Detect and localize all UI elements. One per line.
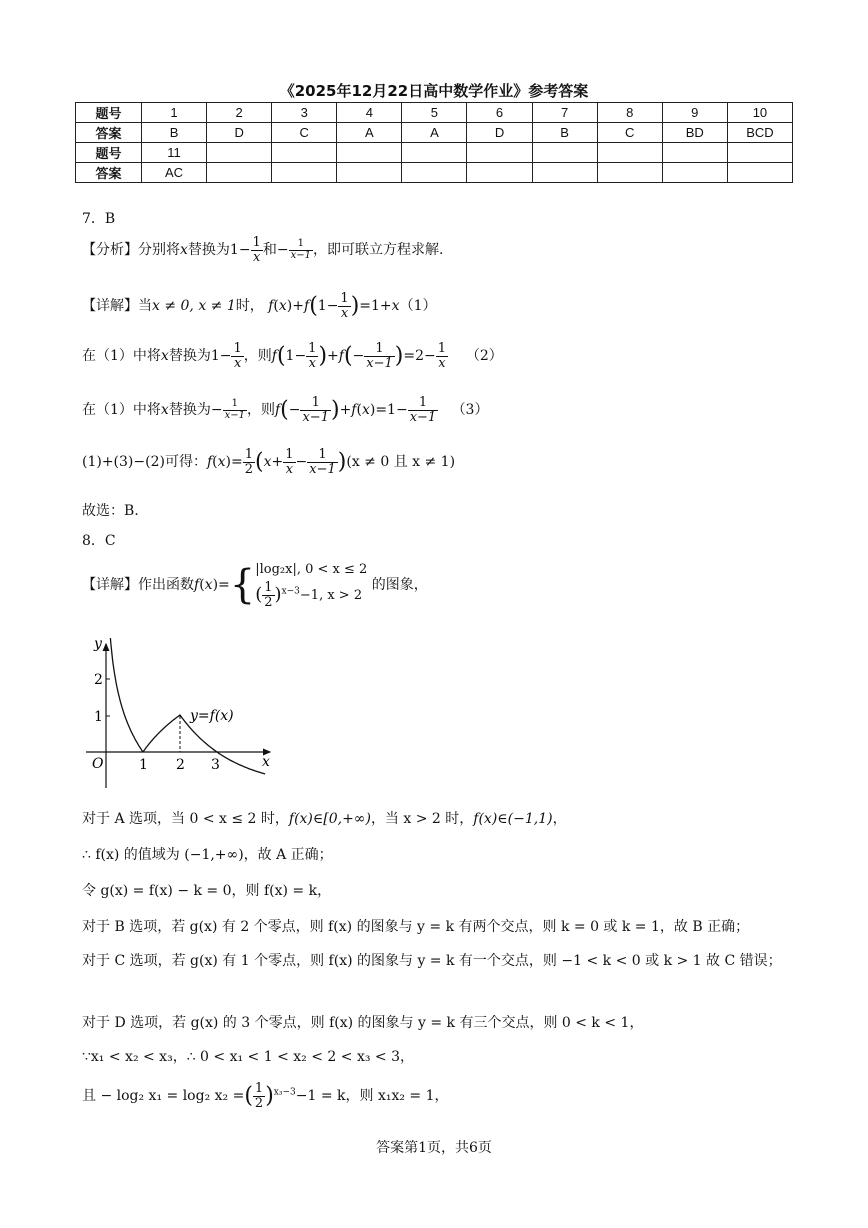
piece-1: |log₂x|, 0 < x ≤ 2 — [255, 562, 368, 577]
table-row — [76, 143, 793, 163]
table-cell — [272, 163, 337, 183]
table-cell: 10 — [727, 103, 792, 123]
q7-line3: 在（1）中将x替换为− $\frac{1}{x-1}$ ，则f(− $\frac{1}{x-1}$ )+f(x)=1− $\frac{1}{x-1}$ （3） — [82, 395, 489, 425]
row-header-cell: 题号 — [76, 143, 142, 163]
q8-let-g: 令 g(x) = f(x) − k = 0，则 f(x) = k， — [82, 883, 332, 899]
fraction: $\frac{1}{x}$ — [437, 341, 447, 371]
table-cell: BCD — [727, 123, 792, 143]
table-cell: 2 — [207, 103, 272, 123]
table-cell: B — [532, 123, 597, 143]
table-cell: 9 — [662, 103, 727, 123]
fraction: $\frac{1}{x}$ — [252, 235, 261, 265]
domain-note: (x ≠ 0 且 x ≠ 1) — [346, 454, 456, 471]
math: f(x)∈(−1,1) — [473, 811, 553, 827]
table-cell: C — [272, 123, 337, 143]
table-cell: 4 — [337, 103, 402, 123]
fraction: $\frac{1}{x-1}$ — [366, 341, 393, 371]
x-tick-label: 2 — [176, 757, 185, 773]
text: 对于 A 选项，当 0 < x ≤ 2 时， — [82, 811, 289, 827]
table-cell — [727, 143, 792, 163]
detail-text: 时， — [235, 298, 264, 315]
math: f(x)∈[0,+∞) — [288, 811, 371, 827]
analysis-text: 替换为 — [187, 242, 230, 259]
analysis-tag: 【分析】 — [82, 242, 138, 259]
fraction: $\frac{1}{x-1}$ — [224, 398, 245, 421]
table-cell — [207, 143, 272, 163]
table-cell — [662, 143, 727, 163]
q7-header: 7．B — [82, 211, 116, 227]
table-cell — [272, 143, 337, 163]
table-cell — [402, 143, 467, 163]
detail-tag: 【详解】 — [82, 576, 138, 593]
table-cell: D — [467, 123, 532, 143]
table-cell — [597, 163, 662, 183]
text: 在（1）中将 — [82, 348, 161, 365]
text: 替换为 — [168, 402, 211, 419]
row-header-cell: 答案 — [76, 163, 142, 183]
text: 在（1）中将 — [82, 402, 161, 419]
x-tick-label: 1 — [139, 757, 148, 773]
q7-line2: 在（1）中将x替换为1− $\frac{1}{x}$ ，则f(1− $\frac{1}{x}$ )+f(− $\frac{1}{x-1}$ )=2− $\frac{1}{x}$ （2） — [82, 341, 503, 371]
y-tick-label: 1 — [94, 709, 103, 725]
table-cell — [532, 143, 597, 163]
answer-table — [75, 102, 793, 183]
fraction: $\frac{1}{2}$ — [264, 580, 273, 610]
q8-header: 8．C — [82, 533, 116, 549]
y-axis-label: y — [94, 638, 102, 652]
fraction: $\frac{1}{x}$ — [233, 341, 242, 371]
analysis-text: 分别将 — [138, 242, 180, 259]
table-cell: D — [207, 123, 272, 143]
fraction: $\frac{1}{x-1}$ — [302, 395, 329, 425]
table-cell: 11 — [142, 143, 207, 163]
fraction: $\frac{1}{2}$ — [254, 1081, 264, 1111]
text: ，则 — [243, 348, 272, 365]
analysis-text: ，即可联立方程求解. — [312, 242, 444, 259]
table-cell — [467, 163, 532, 183]
page-footer: 答案第1页，共6页 — [376, 1140, 492, 1156]
text: 替换为 — [168, 348, 211, 365]
q8-option-c: 对于 C 选项，若 g(x) 有 1 个零点，则 f(x) 的图象与 y = k 有一个交点，则 −1 < k < 0 或 k > 1 故 C 错误； — [82, 953, 782, 969]
table-cell: 6 — [467, 103, 532, 123]
q8-option-a — [82, 808, 567, 828]
fraction: $\frac{1}{x}$ — [340, 291, 349, 321]
table-cell — [662, 163, 727, 183]
table-cell — [337, 143, 402, 163]
table-cell: B — [142, 123, 207, 143]
q8-option-d: 对于 D 选项，若 g(x) 的 3 个零点，则 f(x) 的图象与 y = k 有三个交点，则 0 < k < 1， — [82, 1015, 644, 1031]
q8-option-d-order: ∵x₁ < x₂ < x₃，∴ 0 < x₁ < 1 < x₂ < 2 < x₃ < 3， — [82, 1049, 414, 1065]
text: 且 − log₂ x₁ = log₂ x₂ = — [82, 1088, 245, 1105]
q7-detail: 【详解】当x ≠ 0, x ≠ 1时， f(x)+f(1− $\frac{1}{x}$ )=1+x（1） — [82, 291, 437, 321]
table-cell: 7 — [532, 103, 597, 123]
table-cell: 3 — [272, 103, 337, 123]
table-cell — [402, 163, 467, 183]
text: 作出函数 — [138, 576, 194, 593]
fraction: $\frac{1}{x-1}$ — [309, 447, 336, 477]
q8-option-d-product: 且 − log₂ x₁ = log₂ x₂ =( $\frac{1}{2}$ )$^{x_3-3}$−1 = k，则 x₁x₂ = 1， — [82, 1081, 449, 1111]
origin-label: O — [92, 756, 104, 772]
equation-number: （2） — [465, 348, 503, 365]
function-graph — [82, 638, 282, 798]
condition: x ≠ 0, x ≠ 1 — [152, 298, 236, 315]
fraction: $\frac{1}{2}$ — [244, 447, 254, 477]
table-cell — [337, 163, 402, 183]
table-row — [76, 163, 793, 183]
table-cell: A — [337, 123, 402, 143]
table-cell: C — [597, 123, 662, 143]
curve-label: y=f(x) — [190, 708, 234, 724]
q8-option-a-range: ∴ f(x) 的值域为 (−1,+∞)，故 A 正确； — [82, 847, 333, 863]
detail-text: 当 — [138, 298, 152, 315]
fraction: $\frac{1}{x}$ — [285, 447, 294, 477]
text: ， — [552, 811, 567, 827]
row-header-cell: 答案 — [76, 123, 142, 143]
table-cell: 8 — [597, 103, 662, 123]
table-cell: A — [402, 123, 467, 143]
text: ，当 x > 2 时， — [370, 811, 474, 827]
equation-number: （3） — [451, 402, 489, 419]
table-cell: BD — [662, 123, 727, 143]
fraction: $\frac{1}{x-1}$ — [409, 395, 437, 425]
text: −1 = k，则 x₁x₂ = 1， — [295, 1088, 449, 1105]
q7-combine: (1)+(3)−(2)可得：f(x)= $\frac{1}{2}$ (x+ $\frac{1}{x}$ − $\frac{1}{x-1}$ )(x ≠ 0 且 x ≠ 1) — [82, 447, 456, 477]
x-tick-label: 3 — [211, 757, 220, 773]
page-title: 《2025年12月22日高中数学作业》参考答案 — [279, 82, 589, 100]
x-axis-label: x — [262, 754, 270, 770]
table-cell: 1 — [142, 103, 207, 123]
piecewise-definition: |log₂x|, 0 < x ≤ 2 ( $\frac{1}{2}$ )$^{x-3}$−1, x > 2 — [255, 562, 368, 610]
text: (1)+(3)−(2)可得： — [82, 454, 207, 471]
table-cell: 5 — [402, 103, 467, 123]
q8-detail: 【详解】作出函数f(x)={|log₂x|, 0 < x ≤ 2 ( $\frac{1}{2}$ )$^{x-3}$−1, x > 2 的图象， — [82, 561, 428, 610]
fraction: $\frac{1}{x-1}$ — [290, 238, 311, 261]
table-row — [76, 123, 793, 143]
function-curve — [109, 638, 266, 774]
q8-option-b: 对于 B 选项，若 g(x) 有 2 个零点，则 f(x) 的图象与 y = k 有两个交点，则 k = 0 或 k = 1，故 B 正确； — [82, 919, 750, 935]
equation-number: （1） — [399, 298, 437, 315]
analysis-text: 和 — [262, 242, 277, 259]
y-tick-label: 2 — [94, 672, 103, 688]
text: 的图象， — [371, 576, 428, 593]
table-cell — [597, 143, 662, 163]
table-row — [76, 103, 793, 123]
detail-tag: 【详解】 — [82, 298, 138, 315]
row-header-cell: 题号 — [76, 103, 142, 123]
var-x: x — [180, 242, 188, 259]
piece-2: −1, x > 2 — [299, 587, 363, 603]
fraction: $\frac{1}{x}$ — [308, 341, 317, 371]
table-cell — [207, 163, 272, 183]
q7-analysis: 【分析】分别将x替换为1− $\frac{1}{x}$ 和− $\frac{1}{x-1}$ ，即可联立方程求解. — [82, 235, 444, 265]
table-cell: AC — [142, 163, 207, 183]
table-cell — [467, 143, 532, 163]
text: ，则 — [246, 402, 275, 419]
q7-conclusion: 故选：B. — [82, 503, 139, 519]
table-cell — [532, 163, 597, 183]
table-cell — [727, 163, 792, 183]
